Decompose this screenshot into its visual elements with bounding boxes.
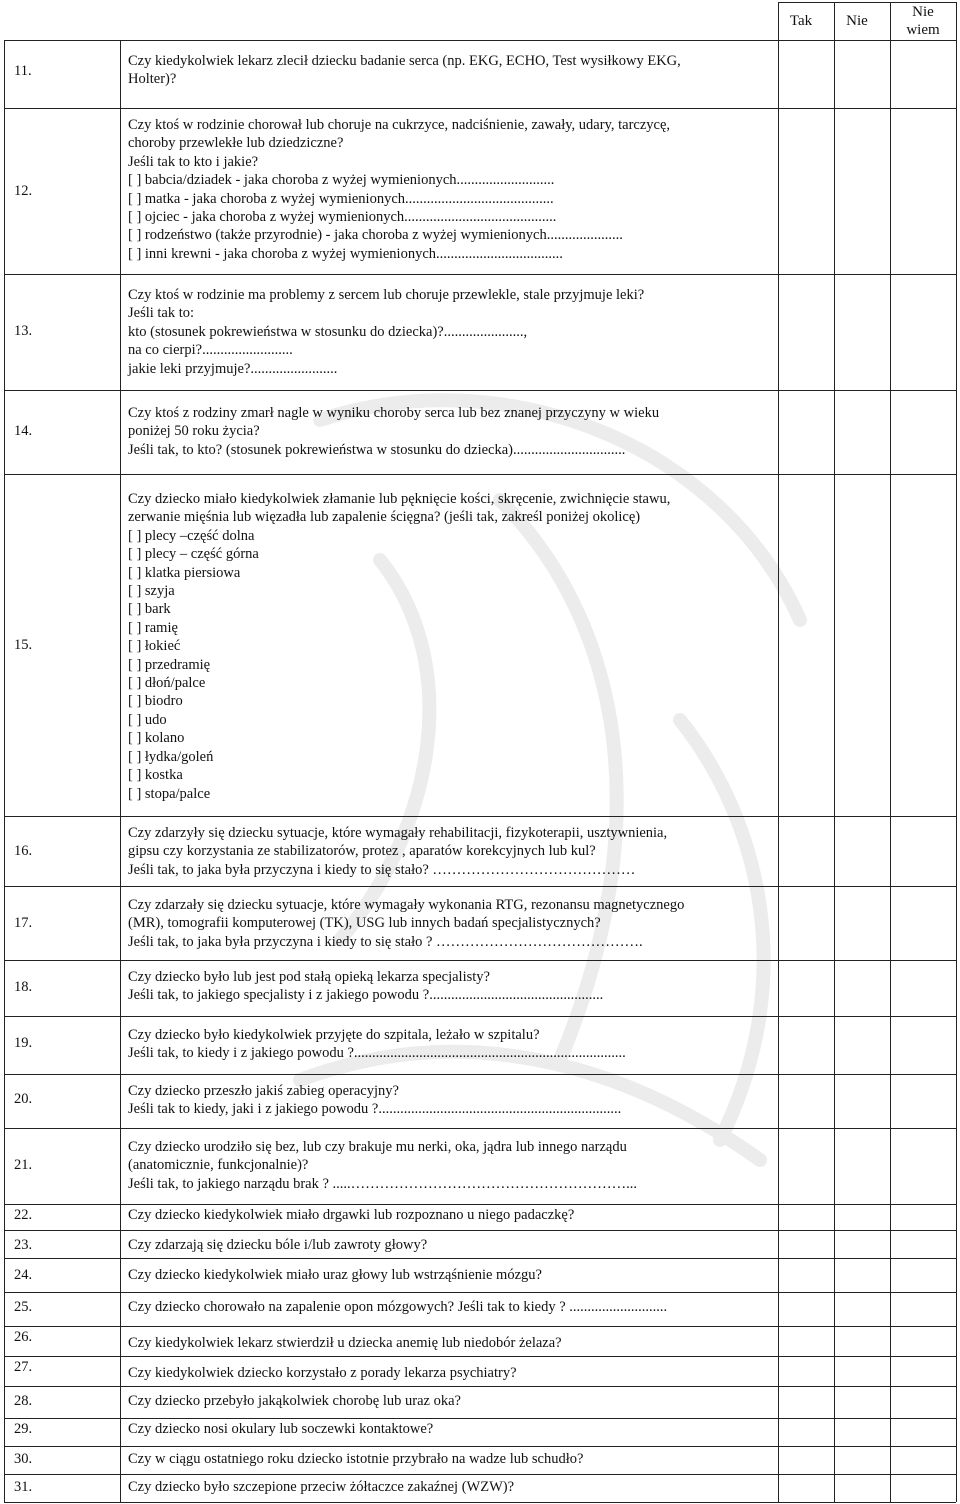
question-text <box>128 968 768 1005</box>
answer-cell-nie-wiem[interactable] <box>891 109 956 274</box>
answer-cell-tak[interactable] <box>779 1075 834 1128</box>
answer-cell-tak[interactable] <box>779 1129 834 1204</box>
question-line: [ ] łydka/goleń <box>128 748 214 765</box>
question-number: 31. <box>14 1479 33 1495</box>
question-number: 19. <box>14 1035 33 1051</box>
question-line: [ ] klatka piersiowa <box>128 564 241 581</box>
question-line: [ ] babcia/dziadek - jaka choroba z wyżej wymienionych........................... <box>128 172 555 189</box>
answer-cell-nie[interactable] <box>835 817 890 886</box>
question-line: Holter)? <box>128 71 177 88</box>
question-text <box>128 1478 768 1496</box>
question-line: [ ] rodzeństwo (także przyrodnie) - jaka choroba z wyżej wymienionych..................... <box>128 227 623 244</box>
answer-cell-nie[interactable] <box>835 475 890 816</box>
answer-cell-nie-wiem[interactable] <box>891 817 956 886</box>
answer-cell-tak[interactable] <box>779 41 834 108</box>
question-line: Jeśli tak, to jakiego specjalisty i z jakiego powodu ?................................................ <box>128 987 604 1004</box>
grid-hline <box>4 1502 956 1503</box>
question-text <box>128 824 768 879</box>
answer-cell-nie[interactable] <box>835 391 890 474</box>
question-line: Jeśli tak, to jaka była przyczyna i kiedy to się stało? …………………………………… <box>128 861 636 878</box>
question-line: Czy dziecko miało kiedykolwiek złamanie lub pęknięcie kości, skręcenie, zwichnięcie stawu, <box>128 491 671 507</box>
question-line: [ ] plecy – część górna <box>128 546 259 563</box>
question-line: Czy kiedykolwiek lekarz zlecił dziecku badanie serca (np. EKG, ECHO, Test wysiłkowy EKG, <box>128 53 681 69</box>
answer-cell-tak[interactable] <box>779 1293 834 1326</box>
question-number: 18. <box>14 979 33 995</box>
answer-cell-nie-wiem[interactable] <box>891 1075 956 1128</box>
answer-cell-nie-wiem[interactable] <box>891 275 956 390</box>
answer-cell-nie-wiem[interactable] <box>891 391 956 474</box>
answer-cell-nie-wiem[interactable] <box>891 1231 956 1258</box>
question-line: Czy ktoś z rodziny zmarł nagle w wyniku choroby serca lub bez znanej przyczyny w wieku <box>128 405 660 421</box>
answer-cell-nie[interactable] <box>835 1293 890 1326</box>
answer-cell-tak[interactable] <box>779 1357 834 1386</box>
question-text <box>128 1450 768 1468</box>
answer-cell-nie-wiem[interactable] <box>891 1387 956 1418</box>
question-number: 29. <box>14 1421 33 1437</box>
question-line: zerwanie mięśnia lub więzadła lub zapalenie ścięgna? (jeśli tak, zakreśl poniżej okolicę) <box>128 509 641 526</box>
answer-cell-nie[interactable] <box>835 1357 890 1386</box>
question-number: 24. <box>14 1267 33 1283</box>
question-number: 26. <box>14 1329 33 1345</box>
question-line: kto (stosunek pokrewieństwa w stosunku do dziecka)?......................, <box>128 323 528 340</box>
question-line: Czy zdarzały się dziecku sytuacje, które wymagały wykonania RTG, rezonansu magnetycznego <box>128 897 685 913</box>
answer-cell-nie-wiem[interactable] <box>891 887 956 960</box>
answer-cell-nie[interactable] <box>835 109 890 274</box>
answer-cell-tak[interactable] <box>779 961 834 1016</box>
question-line: [ ] biodro <box>128 693 183 710</box>
answer-cell-tak[interactable] <box>779 1017 834 1074</box>
answer-cell-tak[interactable] <box>779 817 834 886</box>
answer-cell-nie[interactable] <box>835 1205 890 1230</box>
question-line: Czy dziecko kiedykolwiek miało drgawki lub rozpoznano u niego padaczkę? <box>128 1207 575 1223</box>
question-number: 13. <box>14 323 33 339</box>
answer-cell-nie[interactable] <box>835 1419 890 1446</box>
question-number: 23. <box>14 1237 33 1253</box>
answer-cell-nie[interactable] <box>835 41 890 108</box>
answer-cell-nie-wiem[interactable] <box>891 1357 956 1386</box>
question-line: [ ] ojciec - jaka choroba z wyżej wymienionych.......................................... <box>128 209 557 226</box>
question-text <box>128 286 768 378</box>
answer-cell-nie[interactable] <box>835 1475 890 1502</box>
grid-vline <box>4 40 5 1502</box>
question-line: Czy ktoś w rodzinie ma problemy z sercem lub choruje przewlekle, stale przyjmuje leki? <box>128 287 645 303</box>
question-line: Czy zdarzyły się dziecku sytuacje, które wymagały rehabilitacji, fizykoterapii, usztywnienia, <box>128 825 668 841</box>
question-number: 27. <box>14 1359 33 1375</box>
answer-cell-nie[interactable] <box>835 1129 890 1204</box>
grid-vline <box>120 40 121 1502</box>
question-line: [ ] kolano <box>128 730 185 747</box>
question-line: (MR), tomografii komputerowej (TK), USG lub innych badań specjalistycznych? <box>128 915 601 932</box>
answer-cell-tak[interactable] <box>779 109 834 274</box>
question-line: Jeśli tak to kiedy, jaki i z jakiego powodu ?................................................................... <box>128 1101 622 1118</box>
question-line: Czy dziecko nosi okulary lub soczewki kontaktowe? <box>128 1421 434 1437</box>
question-line: Czy dziecko przebyło jakąkolwiek chorobę lub uraz oka? <box>128 1393 461 1409</box>
question-text <box>128 1420 768 1438</box>
question-line: [ ] stopa/palce <box>128 785 211 802</box>
question-number: 11. <box>14 63 32 79</box>
answer-cell-tak[interactable] <box>779 275 834 390</box>
question-text <box>128 1364 768 1382</box>
question-line: (anatomicznie, funkcjonalnie)? <box>128 1157 309 1174</box>
answer-cell-tak[interactable] <box>779 1205 834 1230</box>
header-nie-wiem <box>890 3 956 39</box>
answer-cell-nie[interactable] <box>835 887 890 960</box>
question-line: [ ] plecy –część dolna <box>128 527 255 544</box>
question-line: [ ] kostka <box>128 767 183 784</box>
question-line: Jeśli tak to: <box>128 305 195 322</box>
question-number: 22. <box>14 1207 33 1223</box>
question-line: Jeśli tak, to kto? (stosunek pokrewieństwa w stosunku do dziecka)............................... <box>128 441 626 458</box>
question-line: choroby przewlekłe lub dziedziczne? <box>128 135 344 152</box>
question-line: Czy dziecko urodziło się bez, lub czy brakuje mu nerki, oka, jądra lub innego narządu <box>128 1139 627 1155</box>
question-line: [ ] udo <box>128 711 167 728</box>
question-line: na co cierpi?......................... <box>128 342 293 359</box>
answer-cell-nie-wiem[interactable] <box>891 475 956 816</box>
question-text <box>128 1298 768 1316</box>
answer-cell-nie[interactable] <box>835 961 890 1016</box>
question-line: Czy dziecko chorowało na zapalenie opon mózgowych? Jeśli tak to kiedy ? ........................... <box>128 1299 668 1315</box>
question-line: poniżej 50 roku życia? <box>128 423 260 440</box>
question-text <box>128 1392 768 1410</box>
answer-cell-tak[interactable] <box>779 1419 834 1446</box>
question-line: Jeśli tak, to jaka była przyczyna i kiedy to się stało ? ……………………………………. <box>128 933 643 950</box>
question-number: 21. <box>14 1157 33 1173</box>
question-line: [ ] przedramię <box>128 656 211 673</box>
answer-cell-nie-wiem[interactable] <box>891 1205 956 1230</box>
answer-cell-nie-wiem[interactable] <box>891 961 956 1016</box>
question-text <box>128 1082 768 1119</box>
answer-cell-tak[interactable] <box>779 1447 834 1474</box>
question-line: [ ] łokieć <box>128 638 181 655</box>
answer-cell-tak[interactable] <box>779 1475 834 1502</box>
question-number: 16. <box>14 843 33 859</box>
question-line: [ ] ramię <box>128 619 178 636</box>
grid-hline <box>778 2 956 3</box>
question-line: Jeśli tak, to jakiego narządu brak ? .....…………………………………………………... <box>128 1175 638 1192</box>
answer-cell-tak[interactable] <box>779 887 834 960</box>
question-line: Czy dziecko było szczepione przeciw żółtaczce zakaźnej (WZW)? <box>128 1479 515 1495</box>
answer-cell-nie-wiem[interactable] <box>891 41 956 108</box>
question-number: 14. <box>14 423 33 439</box>
question-text <box>128 1026 768 1063</box>
answer-cell-nie[interactable] <box>835 1075 890 1128</box>
header-nie: Nie <box>846 13 868 29</box>
question-line: gipsu czy korzystania ze stabilizatorów, protez , aparatów korekcyjnych lub kul? <box>128 843 596 860</box>
question-text <box>128 1138 768 1193</box>
answer-cell-tak[interactable] <box>779 1231 834 1258</box>
question-line: Czy kiedykolwiek lekarz stwierdził u dziecka anemię lub niedobór żelaza? <box>128 1335 562 1351</box>
question-text <box>128 1266 768 1284</box>
question-number: 25. <box>14 1299 33 1315</box>
answer-cell-nie[interactable] <box>835 1447 890 1474</box>
question-number: 28. <box>14 1393 33 1409</box>
answer-cell-nie-wiem[interactable] <box>891 1419 956 1446</box>
question-line: Czy dziecko było lub jest pod stałą opieką lekarza specjalisty? <box>128 969 490 985</box>
question-line: jakie leki przyjmuje?........................ <box>128 360 338 377</box>
question-line: Czy dziecko kiedykolwiek miało uraz głowy lub wstrząśnienie mózgu? <box>128 1267 542 1283</box>
header-nie-wiem-line-1: Nie <box>912 4 934 20</box>
question-line: Czy ktoś w rodzinie chorował lub choruje na cukrzyce, nadciśnienie, zawały, udary, tarczycę, <box>128 117 671 133</box>
question-line: Czy w ciągu ostatniego roku dziecko istotnie przybrało na wadze lub schudło? <box>128 1451 584 1467</box>
question-text <box>128 1206 768 1224</box>
question-text <box>128 490 768 803</box>
grid-vline <box>956 2 957 1502</box>
question-text <box>128 1334 768 1352</box>
question-line: [ ] bark <box>128 601 171 618</box>
answer-cell-nie[interactable] <box>835 1327 890 1356</box>
question-text <box>128 896 768 951</box>
question-line: Czy zdarzają się dziecku bóle i/lub zawroty głowy? <box>128 1237 428 1253</box>
question-line: Jeśli tak to kto i jakie? <box>128 153 259 170</box>
answer-cell-nie[interactable] <box>835 1231 890 1258</box>
question-line: [ ] matka - jaka choroba z wyżej wymienionych......................................... <box>128 190 554 207</box>
question-line: Czy dziecko było kiedykolwiek przyjęte do szpitala, leżało w szpitalu? <box>128 1027 540 1043</box>
question-line: [ ] dłoń/palce <box>128 675 206 692</box>
answer-cell-nie[interactable] <box>835 275 890 390</box>
header-nie-wiem-line-2: wiem <box>906 22 940 38</box>
answer-cell-nie-wiem[interactable] <box>891 1293 956 1326</box>
question-text <box>128 116 768 263</box>
answer-cell-nie-wiem[interactable] <box>891 1327 956 1356</box>
question-number: 17. <box>14 915 33 931</box>
answer-cell-nie-wiem[interactable] <box>891 1475 956 1502</box>
question-line: [ ] szyja <box>128 583 175 600</box>
answer-cell-nie[interactable] <box>835 1017 890 1074</box>
question-number: 30. <box>14 1451 33 1467</box>
question-text <box>128 1236 768 1254</box>
header-tak: Tak <box>789 13 813 29</box>
answer-cell-tak[interactable] <box>779 1259 834 1292</box>
answer-cell-nie[interactable] <box>835 1387 890 1418</box>
answer-cell-tak[interactable] <box>779 391 834 474</box>
answer-cell-nie[interactable] <box>835 1259 890 1292</box>
question-number: 20. <box>14 1091 33 1107</box>
question-text <box>128 404 768 459</box>
answer-cell-nie-wiem[interactable] <box>891 1447 956 1474</box>
question-line: [ ] inni krewni - jaka choroba z wyżej wymienionych................................... <box>128 245 563 262</box>
question-line: Czy dziecko przeszło jakiś zabieg operacyjny? <box>128 1083 399 1099</box>
answer-cell-nie-wiem[interactable] <box>891 1017 956 1074</box>
answer-cell-tak[interactable] <box>779 1327 834 1356</box>
question-line: Jeśli tak, to kiedy i z jakiego powodu ?........................................................................... <box>128 1045 626 1062</box>
answer-cell-tak[interactable] <box>779 1387 834 1418</box>
question-number: 12. <box>14 183 33 199</box>
question-line: Czy kiedykolwiek dziecko korzystało z porady lekarza psychiatry? <box>128 1365 517 1381</box>
answer-cell-nie-wiem[interactable] <box>891 1129 956 1204</box>
question-number: 15. <box>14 637 33 653</box>
answer-cell-tak[interactable] <box>779 475 834 816</box>
answer-cell-nie-wiem[interactable] <box>891 1259 956 1292</box>
question-text <box>128 52 768 89</box>
